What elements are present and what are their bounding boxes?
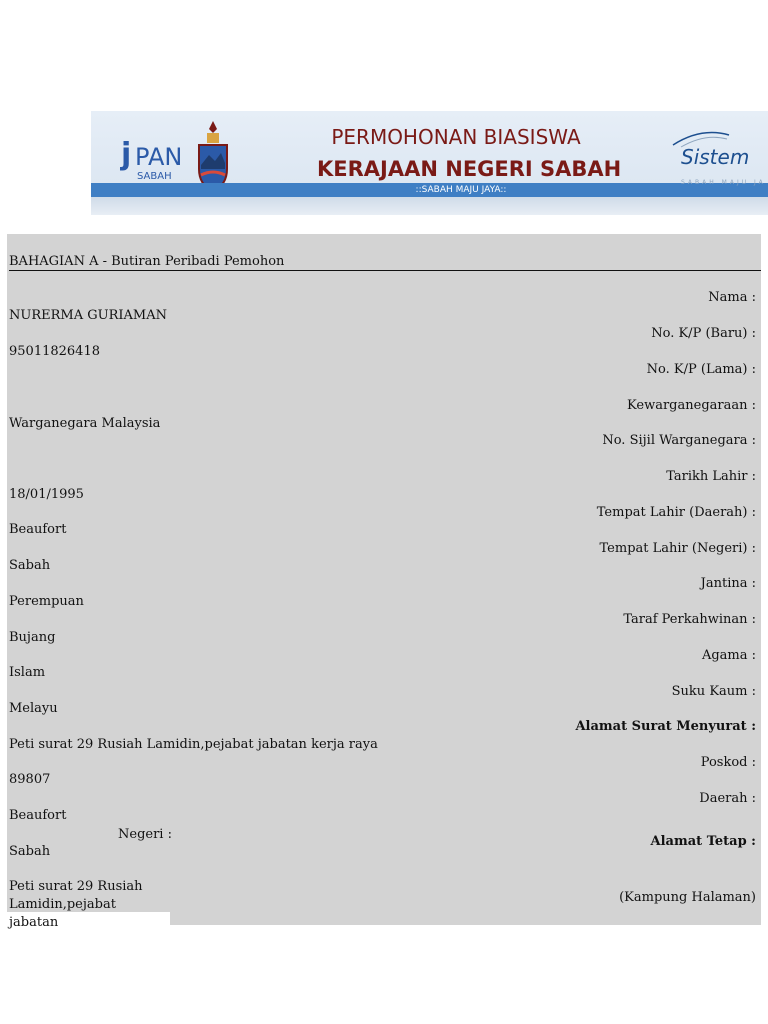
banner-fade (91, 197, 768, 215)
label-sijil-warganegara: No. Sijil Warganegara : (602, 433, 756, 448)
value-alamat-surat-menyurat: Peti surat 29 Rusiah Lamidin,pejabat jabatan kerja raya (9, 737, 378, 752)
sistem-logo-text (681, 145, 749, 169)
header-banner (91, 111, 768, 215)
value-jantina: Perempuan (9, 594, 84, 609)
value-kewarganegaraan: Warganegara Malaysia (9, 416, 161, 431)
label-nama: Nama : (708, 290, 756, 305)
label-alamat-tetap: Alamat Tetap : (650, 834, 756, 849)
label-kp-baru: No. K/P (Baru) : (651, 326, 756, 341)
value-agama: Islam (9, 665, 46, 680)
value-kp-baru: 95011826418 (9, 344, 100, 359)
sistem-logo-word: istem (693, 145, 750, 169)
label-poskod: Poskod : (700, 755, 756, 770)
section-title: BAHAGIAN A - Butiran Peribadi Pemohon (9, 254, 285, 269)
label-taraf-perkahwinan: Taraf Perkahwinan : (623, 612, 756, 627)
jpan-logo-pan: PAN (135, 143, 183, 171)
label-daerah: Daerah : (699, 791, 756, 806)
jpan-logo (121, 139, 191, 189)
form-panel-tail (170, 912, 761, 925)
value-suku-kaum: Melayu (9, 701, 58, 716)
label-agama: Agama : (701, 648, 756, 663)
label-kewarganegaraan: Kewarganegaraan : (627, 398, 756, 413)
value-taraf-perkahwinan: Bujang (9, 630, 56, 645)
value-nama: NURERMA GURIAMAN (9, 308, 167, 323)
label-suku-kaum: Suku Kaum : (671, 684, 756, 699)
sistem-logo (671, 129, 768, 189)
value-alamat-tetap: Peti surat 29 Rusiah Lamidin,pejabat jabatan (9, 879, 143, 930)
value-daerah: Beaufort (9, 808, 67, 823)
value-poskod: 89807 (9, 772, 51, 787)
label-jantina: Jantina : (700, 576, 756, 591)
jpan-logo-j: j (121, 137, 132, 172)
value-tarikh-lahir: 18/01/1995 (9, 487, 84, 502)
label-kp-lama: No. K/P (Lama) : (646, 362, 756, 377)
sistem-logo-sub: SABAH MAJU JA (681, 179, 766, 186)
banner-title-line2: KERAJAAN NEGERI SABAH (317, 157, 622, 181)
label-tempat-lahir-negeri: Tempat Lahir (Negeri) : (599, 541, 756, 556)
jpan-logo-sabah: SABAH (137, 171, 172, 182)
label-negeri: Negeri : (118, 827, 172, 842)
banner-title-line1: PERMOHONAN BIASISWA (331, 125, 581, 149)
label-kampung-halaman: (Kampung Halaman) (619, 890, 756, 905)
banner-motto: ::SABAH MAJU JAYA:: (415, 185, 507, 195)
label-alamat-surat-menyurat: Alamat Surat Menyurat : (575, 719, 756, 734)
section-divider (9, 270, 761, 271)
value-tempat-lahir-daerah: Beaufort (9, 522, 67, 537)
sistem-logo-letter: S (681, 145, 694, 169)
label-tarikh-lahir: Tarikh Lahir : (666, 469, 756, 484)
value-negeri: Sabah (9, 844, 51, 859)
label-tempat-lahir-daerah: Tempat Lahir (Daerah) : (596, 505, 756, 520)
form-panel (7, 234, 761, 912)
value-tempat-lahir-negeri: Sabah (9, 558, 51, 573)
